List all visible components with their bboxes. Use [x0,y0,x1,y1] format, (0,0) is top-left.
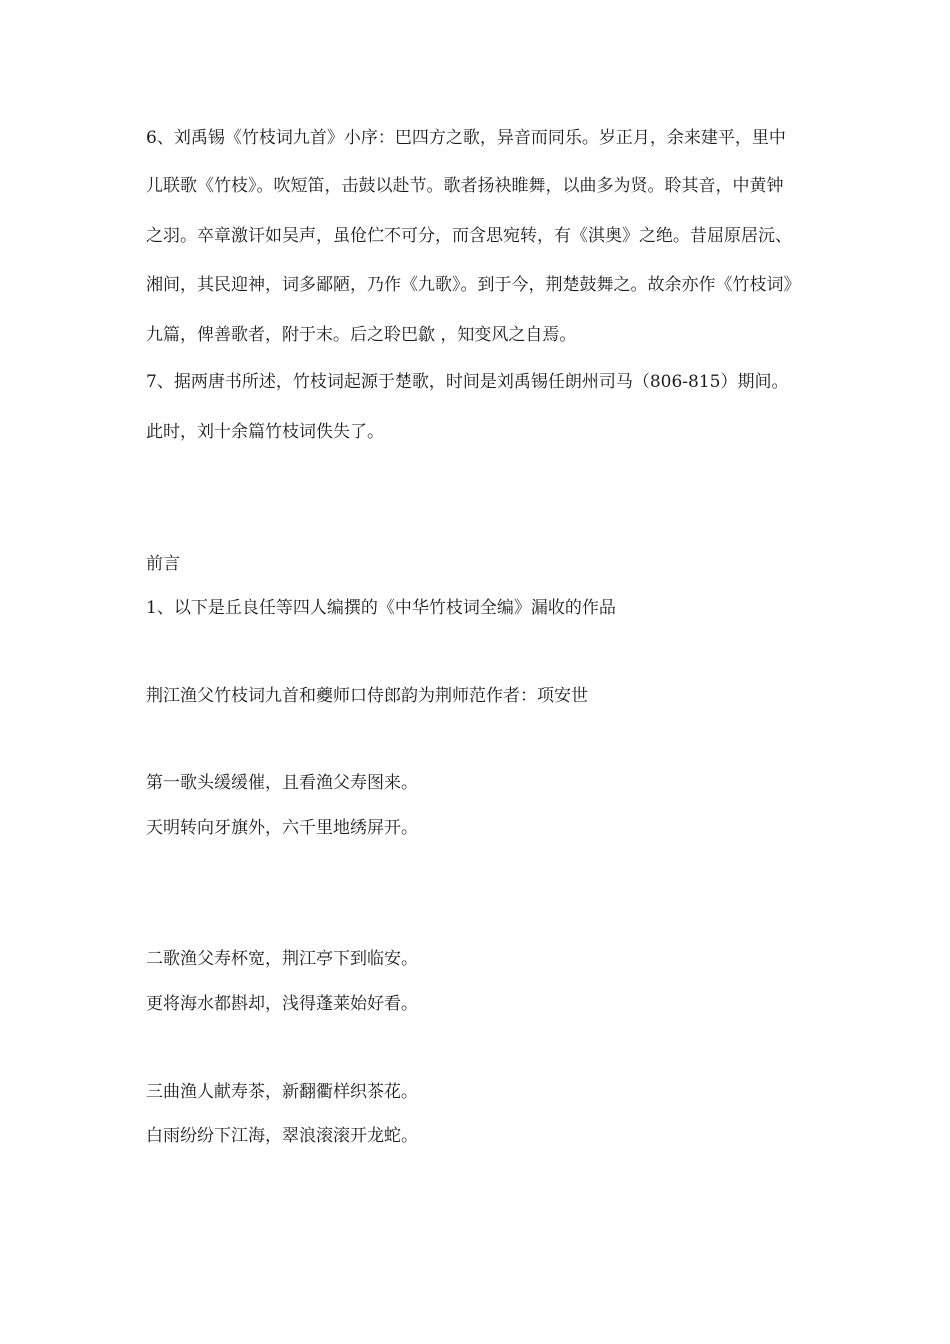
preface-heading: 前言 [146,554,180,574]
note-6-line-3: 之羽。卒章激讦如吴声，虽伧伫不可分，而含思宛转，有《淇奥》之绝。昔屈原居沅、 [146,226,792,246]
preface-item-1: 1、以下是丘良任等四人编撰的《中华竹枝词全编》漏收的作品 [146,598,616,618]
stanza-3-line-1: 三曲渔人献寿茶，新翻衢样织茶花。 [146,1082,418,1102]
note-7-line-1: 7、据两唐书所述，竹枝词起源于楚歌，时间是刘禹锡任朗州司马（806-815）期间。 [146,372,789,392]
note-6-line-1: 6、刘禹锡《竹枝词九首》小序：巴四方之歌，异音而同乐。岁正月，余来建平，里中 [146,128,786,148]
stanza-1-line-1: 第一歌头缓缓催，且看渔父寿图来。 [146,773,418,793]
stanza-1-line-2: 天明转向牙旗外，六千里地绣屏开。 [146,818,418,838]
poem-title: 荆江渔父竹枝词九首和夔师口侍郎韵为荆师范作者：项安世 [146,686,588,706]
note-6-line-4: 湘间，其民迎神，词多鄙陋，乃作《九歌》。到于今，荆楚鼓舞之。故余亦作《竹枝词》 [146,275,801,295]
stanza-2-line-1: 二歌渔父寿杯宽，荆江亭下到临安。 [146,949,418,969]
stanza-2-line-2: 更将海水都斟却，浅得蓬莱始好看。 [146,994,418,1014]
note-6-line-2: 儿联歌《竹枝》。吹短笛，击鼓以赴节。歌者扬袂睢舞，以曲多为贤。聆其音，中黄钟 [146,176,784,196]
stanza-3-line-2: 白雨纷纷下江海，翠浪滚滚开龙蛇。 [146,1126,418,1146]
note-6-line-5: 九篇，俾善歌者，附于末。后之聆巴歙 ，知变风之自焉。 [146,325,577,345]
note-7-line-2: 此时，刘十余篇竹枝词佚失了。 [146,422,384,442]
